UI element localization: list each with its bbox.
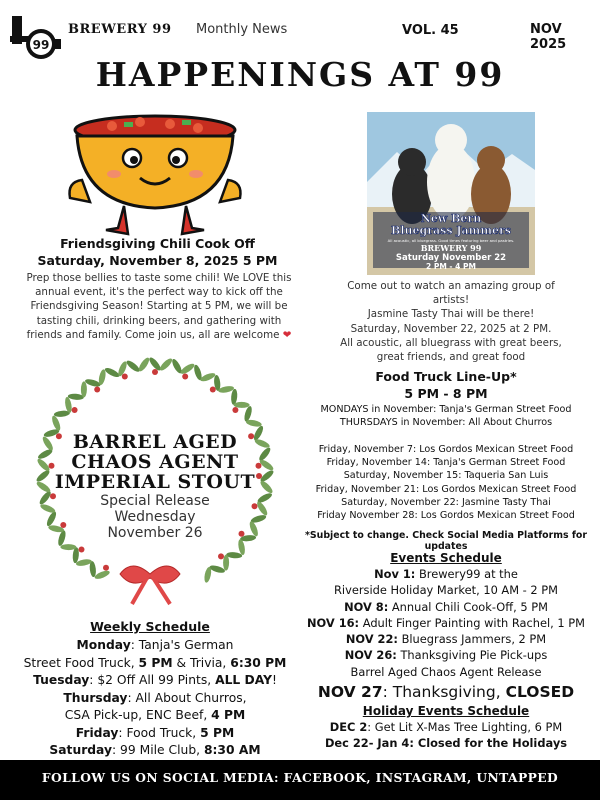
weekly-tuesday: Tuesday: $2 Off All 99 Pints, ALL DAY! [33, 673, 277, 687]
heart-icon: ❤ [282, 328, 292, 341]
poster-venue: BREWERY 99 [420, 243, 482, 253]
events-schedule-heading: Events Schedule [390, 551, 502, 565]
food-truck-line: Friday, November 7: Los Gordos Mexican Street Food [318, 443, 574, 455]
wreath-leaf [209, 564, 226, 574]
stout-release-title [50, 432, 260, 492]
wreath-berry [103, 565, 109, 571]
weekly-schedule [10, 637, 300, 760]
wreath-leaf [137, 356, 151, 373]
event-item: NOV 26: Thanksgiving Pie Pick-ups [344, 648, 548, 663]
food-truck-line: Friday, November 21: Los Gordos Mexican Street Food [315, 483, 577, 495]
chili-bowl-icon [62, 110, 248, 236]
event-item: NOV 16: Adult Finger Painting with Rachel, 1 PM [307, 615, 585, 630]
food-truck-note: *Subject to change. Check Social Media Platforms for updates [305, 530, 587, 552]
newsletter-subtitle: Monthly News [196, 22, 288, 37]
food-truck-line: Friday, November 14: Tanja's German Street Food [326, 457, 566, 469]
issue-date: NOV 2025 [530, 22, 567, 52]
stout-sub-line: Special Release [100, 493, 210, 509]
event-item-cont: Riverside Holiday Market, 10 AM - 2 PM [334, 583, 558, 598]
thanksgiving-closed: NOV 27: Thanksgiving, CLOSED [317, 683, 575, 701]
holiday-schedule [300, 719, 592, 752]
wreath-leaf [104, 366, 121, 379]
wreath-berry [152, 369, 158, 375]
event-item-cont: Barrel Aged Chaos Agent Release [350, 664, 542, 679]
wreath-berry [122, 374, 128, 380]
food-truck-spacer [300, 430, 592, 443]
food-truck-list [300, 403, 592, 523]
food-truck-line: THURSDAYS in November: All About Churros [339, 417, 553, 429]
wreath-berry [210, 387, 216, 393]
wreath-leaf [60, 544, 76, 550]
wreath-leaf [199, 371, 216, 383]
poster-date: Saturday November 22 [395, 253, 507, 263]
wreath-berry [79, 547, 85, 553]
stout-title-line: IMPERIAL STOUT [54, 471, 256, 493]
food-truck-heading: Food Truck Line-Up* [375, 369, 517, 384]
wreath-leaf [81, 381, 87, 397]
stout-sub-line: November 26 [107, 525, 203, 541]
weekly-thursday-cont: CSA Pick-up, ENC Beef, 4 PM [64, 708, 246, 722]
stout-sub-line: Wednesday [114, 509, 196, 525]
wreath-leaf [179, 362, 196, 376]
wreath-berry [232, 407, 238, 413]
food-truck-time: 5 PM - 8 PM [404, 386, 488, 401]
event-item: NOV 8: Annual Chili Cook-Off, 5 PM [344, 599, 548, 614]
weekly-monday: Monday: Tanja's German [76, 638, 234, 652]
wreath-berry [182, 374, 188, 380]
brand-name: BREWERY 99 [68, 22, 172, 37]
wreath-berry [72, 407, 78, 413]
stout-title-line: CHAOS AGENT [71, 451, 239, 473]
wreath-berry [218, 553, 224, 559]
wreath-berry [94, 387, 100, 393]
logo-text: 99 [32, 38, 50, 52]
chili-event-title: Friendsgiving Chili Cook Off [60, 236, 255, 251]
poster-tagline: All acoustic, all bluegrass. Good times featuring beer and pastries. [387, 238, 515, 243]
bluegrass-description [330, 279, 572, 364]
stout-title-line: BARREL AGED [72, 431, 238, 453]
holiday-item: Dec 22- Jan 4: Closed for the Holidays [324, 736, 568, 751]
poster-title-line-2: Bluegrass Jammers [391, 224, 511, 237]
bluegrass-line: All acoustic, all bluegrass with great beers, great friends, and great food [340, 336, 562, 364]
poster-title-line-1: New Bern [420, 212, 482, 225]
wreath-leaf [50, 415, 62, 432]
footer-social-text: FOLLOW US ON SOCIAL MEDIA: FACEBOOK, INSTAGRAM, UNTAPPED [41, 770, 559, 785]
bluegrass-line: Come out to watch an amazing group of artists! [347, 280, 555, 307]
holiday-schedule-heading: Holiday Events Schedule [362, 704, 530, 718]
weekly-monday-cont: Street Food Truck, 5 PM & Trivia, 6:30 PM [23, 655, 287, 670]
event-item: Nov 1: Brewery99 at the [374, 567, 518, 581]
wreath-leaf [125, 359, 141, 374]
wreath-leaf [158, 357, 174, 372]
wreath-leaf [259, 479, 274, 495]
food-truck-line: Friday November 28: Los Gordos Mexican Street Food [317, 510, 575, 522]
bluegrass-line: Saturday, November 22, 2025 at 2 PM. [350, 322, 552, 335]
wreath-leaf [84, 378, 101, 388]
food-truck-line: Saturday, November 22: Jasmine Tasty Thai [341, 497, 551, 509]
weekly-thursday: Thursday: All About Churros, [63, 690, 247, 705]
wreath-leaf [94, 569, 111, 581]
food-truck-line: MONDAYS in November: Tanja's German Street Food [320, 404, 572, 415]
stout-release-date [50, 493, 260, 541]
weekly-friday: Friday: Food Truck, 5 PM [75, 725, 235, 740]
poster-time: 2 PM - 4 PM [426, 262, 476, 271]
wreath-leaf [243, 405, 253, 422]
weekly-saturday: Saturday: 99 Mile Club, 8:30 AM [49, 743, 261, 757]
bluegrass-line: Jasmine Tasty Thai will be there! [367, 308, 535, 321]
holiday-item: DEC 2: Get Lit X-Mas Tree Lighting, 6 PM [329, 720, 563, 734]
bluegrass-poster [367, 112, 535, 275]
chili-description-text: Prep those bellies to taste some chili! We LOVE this annual event, it's the perfect way to kick off the Friendsgiving Season! Starting at 5 PM, we will be tasting chili, drinking beers, and gathering with friends and family. Come join us, all are welcome [26, 272, 292, 341]
events-schedule [300, 566, 592, 680]
weekly-schedule-heading: Weekly Schedule [90, 619, 210, 634]
page-title: HAPPENINGS AT 99 [95, 55, 505, 94]
chili-event-date: Saturday, November 8, 2025 5 PM [37, 253, 278, 268]
food-truck-line: Saturday, November 15: Taqueria San Luis [343, 470, 549, 482]
volume-number: VOL. 45 [402, 23, 459, 38]
chili-event-description [20, 271, 298, 342]
event-item: NOV 22: Bluegrass Jammers, 2 PM [345, 632, 547, 647]
